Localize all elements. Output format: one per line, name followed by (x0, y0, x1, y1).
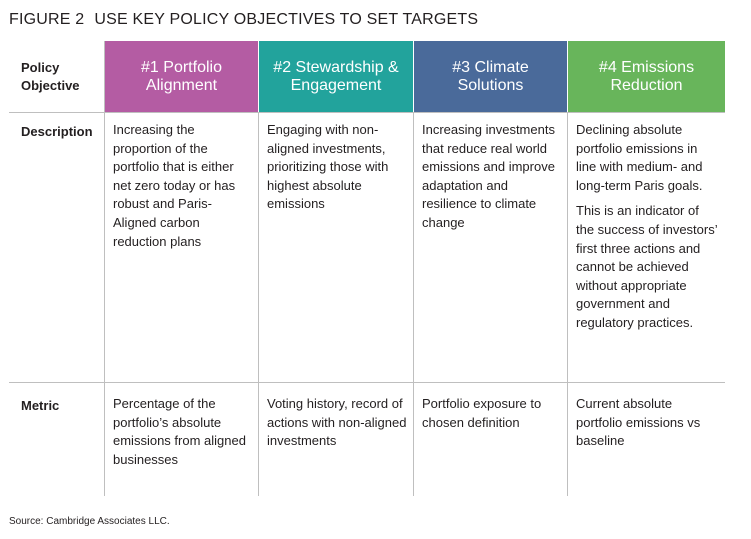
description-text: Increasing investments that reduce real world emissions and improve adaptation and resilience to climate change (422, 122, 555, 230)
header-portfolio-alignment (105, 41, 258, 112)
description-emissions-reduction (568, 121, 725, 333)
header-3-line1: #3 Climate (452, 58, 529, 76)
metric-emissions-reduction: Current absolute portfolio emissions vs baseline (576, 396, 701, 449)
description-stewardship-engagement (259, 121, 413, 214)
metric-stewardship-engagement: Voting history, record of actions with non-aligned investments (267, 396, 407, 449)
header-1-line1: #1 Portfolio (141, 58, 222, 76)
header-stewardship-engagement (259, 41, 413, 112)
row-label-description: Description (21, 124, 93, 139)
header-climate-solutions (414, 41, 567, 112)
description-text: Engaging with non-aligned investments, prioritizing those with highest absolute emissions (267, 122, 389, 212)
row-label-policy: Policy (21, 60, 60, 75)
rule-under-description (9, 382, 725, 383)
figure-heading: USE KEY POLICY OBJECTIVES TO SET TARGETS (94, 11, 479, 28)
header-1-line2: Alignment (145, 76, 218, 94)
description-text-note: This is an indicator of the success of investors’ first three actions and cannot be achieved without appropriate government and regulatory practices. (576, 203, 718, 330)
metric-portfolio-alignment: Percentage of the portfolio’s absolute emissions from aligned businesses (113, 396, 246, 467)
policy-objectives-table (9, 41, 725, 496)
figure-label: FIGURE 2 (9, 11, 85, 28)
header-3-line2: Solutions (457, 76, 524, 94)
description-portfolio-alignment (105, 121, 258, 251)
description-climate-solutions (414, 121, 567, 233)
header-emissions-reduction (568, 41, 725, 112)
header-4-line1: #4 Emissions (598, 58, 695, 76)
figure-title (9, 11, 478, 29)
row-label-metric: Metric (21, 398, 60, 413)
header-4-line2: Reduction (610, 76, 683, 94)
source-note: Source: Cambridge Associates LLC. (9, 516, 170, 527)
header-2-line2: Engagement (290, 76, 382, 94)
row-label-policy-objective (9, 59, 104, 95)
header-2-line1: #2 Stewardship & (273, 58, 399, 76)
row-label-objective: Objective (21, 78, 80, 93)
description-text: Declining absolute portfolio emissions in line with medium- and long-term Paris goals. (576, 122, 703, 193)
rule-under-header (9, 112, 725, 113)
metric-climate-solutions: Portfolio exposure to chosen definition (422, 396, 542, 430)
description-text: Increasing the proportion of the portfolio that is either net zero today or has robust and Paris-Aligned carbon reduction plans (113, 122, 236, 249)
